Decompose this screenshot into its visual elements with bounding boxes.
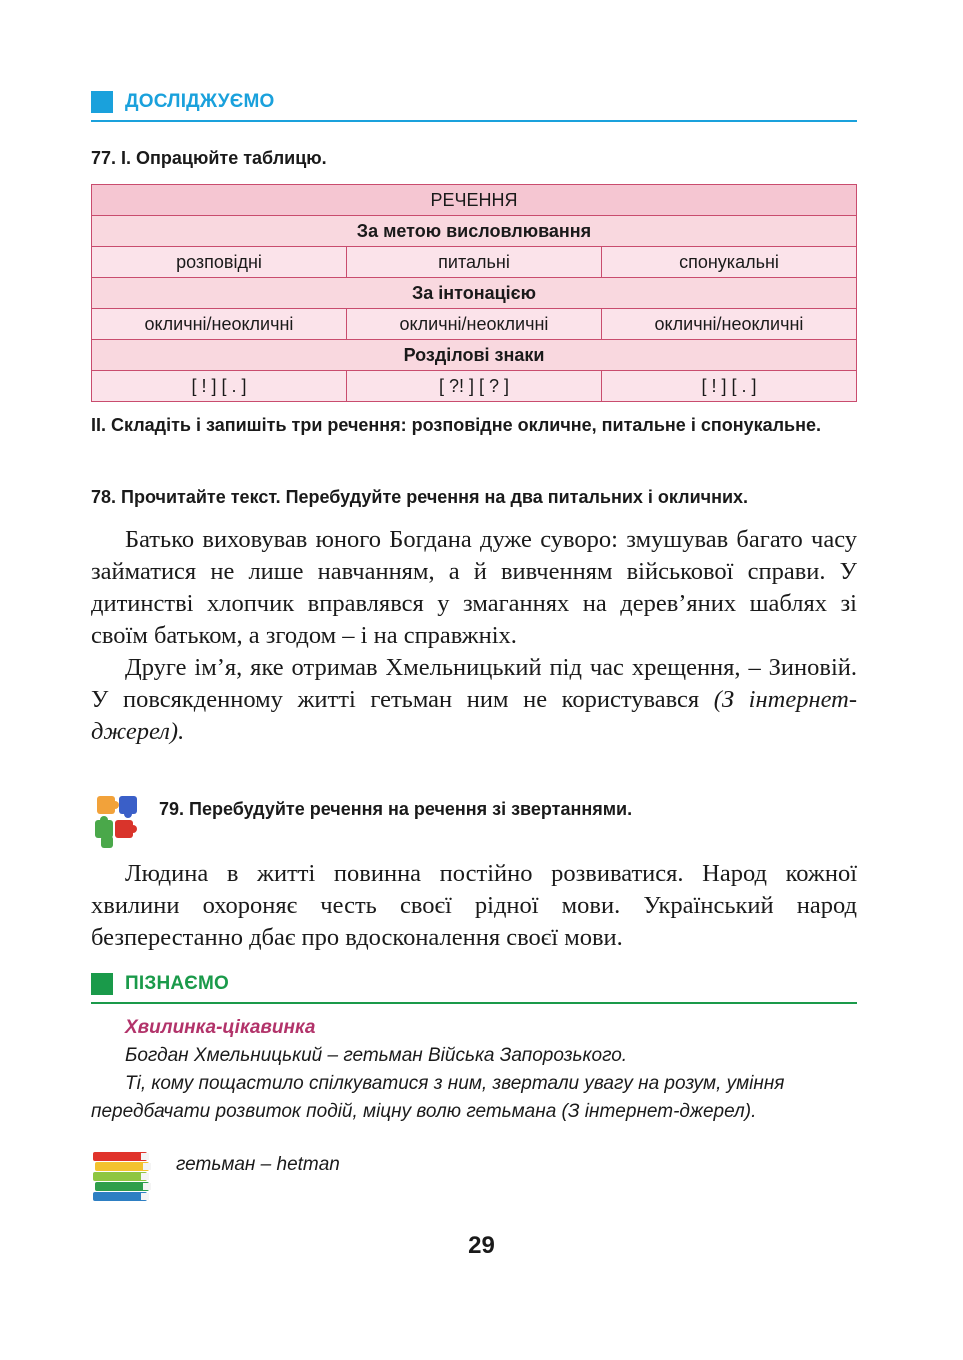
blue-square-icon [91,91,113,113]
task-79-title: 79. Перебудуйте речення на речення зі звертаннями. [159,799,633,819]
section-header-learn [91,968,857,1000]
paragraph: Людина в житті повинна постійно розвиватися. Народ кожної хвилини охороняє честь своєї рідної мови. Український народ безперестанно дбає про вдосконалення своєї мови. [91,860,857,951]
books-icon [91,1150,153,1202]
task-77-title: 77. І. Опрацюйте таблицю. [91,148,327,168]
table-cell: питальні [347,247,602,278]
table-group-punctuation: Розділові знаки [92,340,857,371]
green-square-icon [91,973,113,995]
table-group-purpose: За метою висловлювання [92,216,857,247]
paragraph-text: Друге ім’я, яке отримав Хмельницький під час хрещення, – Зиновій. У повсякденному житті гетьман ним не користувався [91,654,857,713]
table-group-intonation: За інтонацією [92,278,857,309]
task-79-text [91,858,857,954]
section-header-research [91,86,857,118]
table-header: РЕЧЕННЯ [92,185,857,216]
sentence-types-table [91,184,857,402]
section-divider [91,1002,857,1004]
table-cell: окличні/неокличні [347,309,602,340]
source-note: (З інтернет-джерел). [91,686,857,745]
table-cell: окличні/неокличні [92,309,347,340]
vocab-entry: гетьман – hetman [176,1154,340,1175]
section-title: ПІЗНАЄМО [125,973,230,994]
puzzle-icon [91,792,151,852]
paragraph [91,652,857,748]
task-78-title: 78. Прочитайте текст. Перебудуйте речення на два питальних і окличних. [91,487,749,507]
fun-fact-block [91,1014,857,1126]
page-number: 29 [468,1232,495,1259]
paragraph: Батько виховував юного Богдана дуже суворо: змушував багато часу займатися не лише навчанням, а й вивченням військової справи. У дитинстві хлопчик вправлявся у змаганнях на дерев’яних шаблях зі своїм батьком, а згодом – і на справжніх. [91,526,857,649]
table-cell: спонукальні [602,247,857,278]
table-cell: розповідні [92,247,347,278]
fun-fact-heading: Хвилинка-цікавинка [125,1017,316,1038]
fun-fact-line: Ті, кому пощастило спілкуватися з ним, звертали увагу на розум, уміння передбачати розвиток подій, міцну волю гетьмана (З інтернет-джерел). [91,1073,785,1122]
section-divider [91,120,857,122]
task-78-text [91,524,857,748]
section-title: ДОСЛІДЖУЄМО [125,91,275,112]
table-cell: [ ! ] [ . ] [92,371,347,402]
table-cell: [ ! ] [ . ] [602,371,857,402]
task-77-part2: ІІ. Складіть і запишіть три речення: розповідне окличне, питальне і спонукальне. [91,415,821,435]
table-cell: окличні/неокличні [602,309,857,340]
fun-fact-line: Богдан Хмельницький – гетьман Війська Запорозького. [125,1045,628,1066]
table-cell: [ ?! ] [ ? ] [347,371,602,402]
